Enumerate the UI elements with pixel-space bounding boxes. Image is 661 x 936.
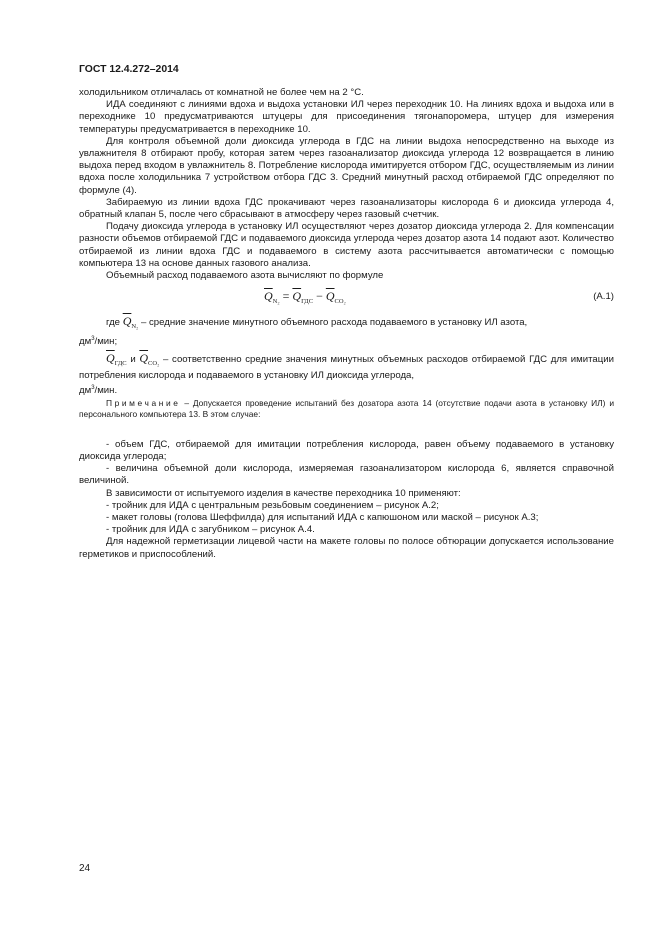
where-unit-1 bbox=[79, 333, 614, 348]
formula-sub: N₂ bbox=[131, 323, 139, 331]
where-symbol bbox=[122, 314, 139, 331]
paragraph: В зависимости от испытуемого изделия в качестве переходника 10 применяют: bbox=[106, 487, 461, 499]
spacer bbox=[79, 428, 614, 439]
note-text: – Допускается проведение испытаний без дозатора азота 14 (отсутствие подачи азота в установку ИЛ) и персонального компьютера 13. В этом случае: bbox=[79, 398, 614, 419]
formula-a1 bbox=[79, 288, 614, 312]
where-line-2 bbox=[79, 352, 614, 382]
paragraph: Забираемую из линии вдоха ГДС прокачивают через газоанализаторы кислорода 6 и диоксида углерода 4, обратный клапан 5, после чего сбрасывают в атмосферу через газовый счетчик. bbox=[79, 196, 614, 221]
note bbox=[79, 398, 614, 419]
list-item: - тройник для ИДА с загубником – рисунок А.4. bbox=[106, 524, 315, 536]
formula-q: $\overline{Q}$ bbox=[122, 314, 132, 329]
list-item: - величина объемной доли кислорода, измеряемая газоанализатором кислорода 6, является справочной величиной. bbox=[79, 463, 614, 487]
where-symbol bbox=[106, 351, 127, 365]
where-and: и bbox=[130, 353, 136, 365]
unit: дм bbox=[79, 336, 92, 348]
paragraph: Подачу диоксида углерода в установку ИЛ осуществляют через дозатор диоксида углерода 2. Для компенсации разности объемов отбираемой ГДС и подаваемого диоксида углерода через дозатор азота 14 подают азот. Количество отбираемой из линии вдоха ГДС и подаваемого в систему азота рассчитывается автоматически с помощью компьютера 13 на основе данных газового анализа. bbox=[79, 221, 614, 269]
paragraph: Объемный расход подаваемого азота вычисляют по формуле bbox=[106, 270, 384, 282]
where-text: – средние значение минутного объемного расхода подаваемого в установку ИЛ азота, bbox=[141, 317, 528, 329]
where-unit-2 bbox=[79, 382, 614, 397]
formula-sub: N₂ bbox=[272, 298, 280, 306]
list-item: - объем ГДС, отбираемой для имитации потребления кислорода, равен объему подаваемого в установку диоксида углерода; bbox=[79, 438, 614, 463]
page-number: 24 bbox=[79, 863, 91, 874]
document-body bbox=[79, 87, 614, 561]
formula-sub: CO₂ bbox=[334, 298, 346, 306]
paragraph: Для контроля объемной доли диоксида углерода в ГДС на линии выдоха непосредственно на выходе из увлажнителя 8 отбирают пробу, которая затем через газоанализатор диоксида углерода 12 возвращается в линию выдоха перед входом в увлажнитель 8. Потребление кислорода имитируется отбором ГДС, осуществляемым из линии вдоха после холодильника 7 устройством отбора ГДС 3. Средний минутный расход отбираемой ГДС определяют по формуле (4). bbox=[79, 135, 614, 196]
formula-q: $\overline{Q}$ bbox=[292, 289, 302, 304]
paragraph: ИДА соединяют с линиями вдоха и выдоха установки ИЛ через переходник 10. На линиях вдоха и выдоха или в переходнике 10 предусматриваются штуцеры для присоединения тягонапоромера, штуцер для измерения температуры предусматривается в переходнике 10. bbox=[79, 99, 614, 135]
where-symbol bbox=[139, 351, 159, 365]
where-text: ГДС для имитации потребления кислорода и подаваемого в установку ИЛ диоксида углерода, bbox=[79, 353, 614, 381]
formula-q: $\overline{Q}$ bbox=[325, 289, 335, 304]
paragraph: холодильником отличалась от комнатной не более чем на 2 °С. bbox=[79, 87, 364, 98]
unit-end: /мин; bbox=[94, 336, 118, 348]
formula-q: $\overline{Q}$ bbox=[106, 350, 115, 365]
unit-sup: 3 bbox=[91, 336, 95, 343]
where-text: – соответственно средние значения минутных объемных расходов отбираемой bbox=[163, 353, 526, 365]
formula-operator: = bbox=[282, 289, 290, 304]
formula-number: (А.1) bbox=[593, 291, 614, 303]
formula-q: $\overline{Q}$ bbox=[264, 289, 273, 304]
list-item: - макет головы (голова Шеффилда) для испытаний ИДА с капюшоном или маской – рисунок А.3; bbox=[106, 512, 539, 524]
unit-end: /мин. bbox=[94, 385, 118, 397]
formula-sub: ГДС bbox=[301, 298, 314, 306]
document-header: ГОСТ 12.4.272–2014 bbox=[79, 64, 179, 75]
formula-operator: − bbox=[316, 289, 323, 304]
formula-expression bbox=[264, 290, 346, 308]
where-intro: где bbox=[106, 317, 121, 329]
paragraph: Для надежной герметизации лицевой части на макете головы по полосе обтюрации допускается использование герметиков и приспособлений. bbox=[79, 536, 614, 560]
unit-sup: 3 bbox=[91, 385, 95, 392]
formula-sub: ГДС bbox=[114, 359, 127, 367]
where-line-1 bbox=[79, 315, 614, 333]
formula-sub: CO₂ bbox=[148, 359, 160, 367]
note-label: Примечание bbox=[106, 398, 181, 409]
list-item: - тройник для ИДА с центральным резьбовым соединением – рисунок А.2; bbox=[106, 499, 439, 511]
formula-q: $\overline{Q}$ bbox=[139, 350, 149, 365]
unit: дм bbox=[79, 385, 92, 397]
